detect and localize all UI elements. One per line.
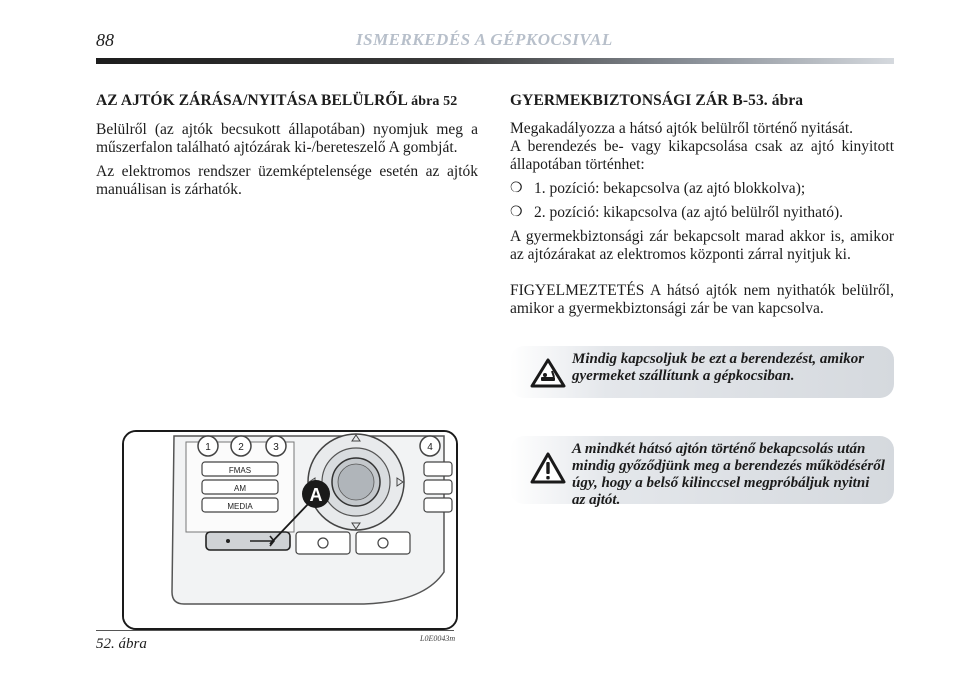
preset-label: 3 bbox=[273, 442, 279, 453]
preset-label: 1 bbox=[205, 442, 211, 453]
media-label: MEDIA bbox=[227, 502, 253, 511]
left-heading-title: AZ AJTÓK ZÁRÁSA/NYITÁSA BELÜLRŐL bbox=[96, 92, 408, 109]
warning-text: A mindkét hátsó ajtón történő bekapcsolás után mindig győződjünk meg a berendezés működéséről úgy, hogy a belső kilinccsel megpróbáljuk nyitni az ajtót. bbox=[572, 441, 885, 508]
bullet-text: 2. pozíció: kikapcsolva (az ajtó belülről nyitható). bbox=[534, 204, 844, 221]
left-column bbox=[96, 92, 478, 205]
list-item bbox=[510, 204, 894, 222]
left-heading-ref: ábra 52 bbox=[411, 94, 458, 109]
left-paragraph-2: Az elektromos rendszer üzemképtelensége esetén az ajtók manuálisan is zárhatók. bbox=[96, 163, 478, 198]
figure-code: L0E0043m bbox=[420, 634, 456, 643]
right-heading: GYERMEKBIZTONSÁGI ZÁR B-53. ábra bbox=[510, 92, 804, 109]
bullet-mark: ❍ bbox=[510, 205, 523, 220]
right-column bbox=[510, 92, 894, 324]
left-paragraph-1: Belülről (az ajtók becsukott állapotában) nyomjuk meg a műszerfalon található ajtózárak ki-/bereteszelő A gombját. bbox=[96, 121, 478, 156]
figure-caption: 52. ábra bbox=[96, 636, 147, 652]
running-title: ISMERKEDÉS A GÉPKOCSIVAL bbox=[356, 30, 613, 49]
warning-box-child-seat bbox=[510, 346, 894, 398]
right-intro-2: A berendezés be- vagy kikapcsolása csak az ajtó kinyitott állapotában történhet: bbox=[510, 138, 894, 173]
left-heading bbox=[96, 92, 478, 111]
right-warning-note: FIGYELMEZTETÉS A hátsó ajtók nem nyithatók belülről, amikor a gyermekbiztonsági zár be van kapcsolva. bbox=[510, 282, 894, 317]
header-rule bbox=[96, 58, 894, 64]
preset-label: 2 bbox=[238, 442, 244, 453]
right-after-bullets: A gyermekbiztonsági zár bekapcsolt marad akkor is, amikor az ajtózárakat az elektromos központi zárral nyitjuk ki. bbox=[510, 228, 894, 263]
dashboard-illustration bbox=[124, 432, 456, 628]
right-intro-1: Megakadályozza a hátsó ajtók belülről történő nyitását. bbox=[510, 120, 854, 137]
list-item bbox=[510, 180, 894, 198]
page-number: 88 bbox=[96, 30, 114, 50]
am-label: AM bbox=[234, 484, 246, 493]
warning-box-check-lock bbox=[510, 436, 894, 508]
bullet-text: 1. pozíció: bekapcsolva (az ajtó blokkolva); bbox=[534, 180, 806, 197]
figure-dashboard-panel bbox=[122, 430, 458, 630]
child-seat-warning-icon bbox=[530, 358, 566, 388]
fm-label: FMAS bbox=[228, 466, 252, 475]
figure-caption-rule bbox=[96, 630, 454, 631]
callout-label: A bbox=[309, 485, 323, 505]
preset-label: 4 bbox=[427, 442, 433, 453]
bullet-mark: ❍ bbox=[510, 181, 523, 196]
warning-text: Mindig kapcsoljuk be ezt a berendezést, amikor gyermeket szállítunk a gépkocsiban. bbox=[572, 351, 865, 384]
warning-triangle-icon bbox=[530, 452, 566, 484]
